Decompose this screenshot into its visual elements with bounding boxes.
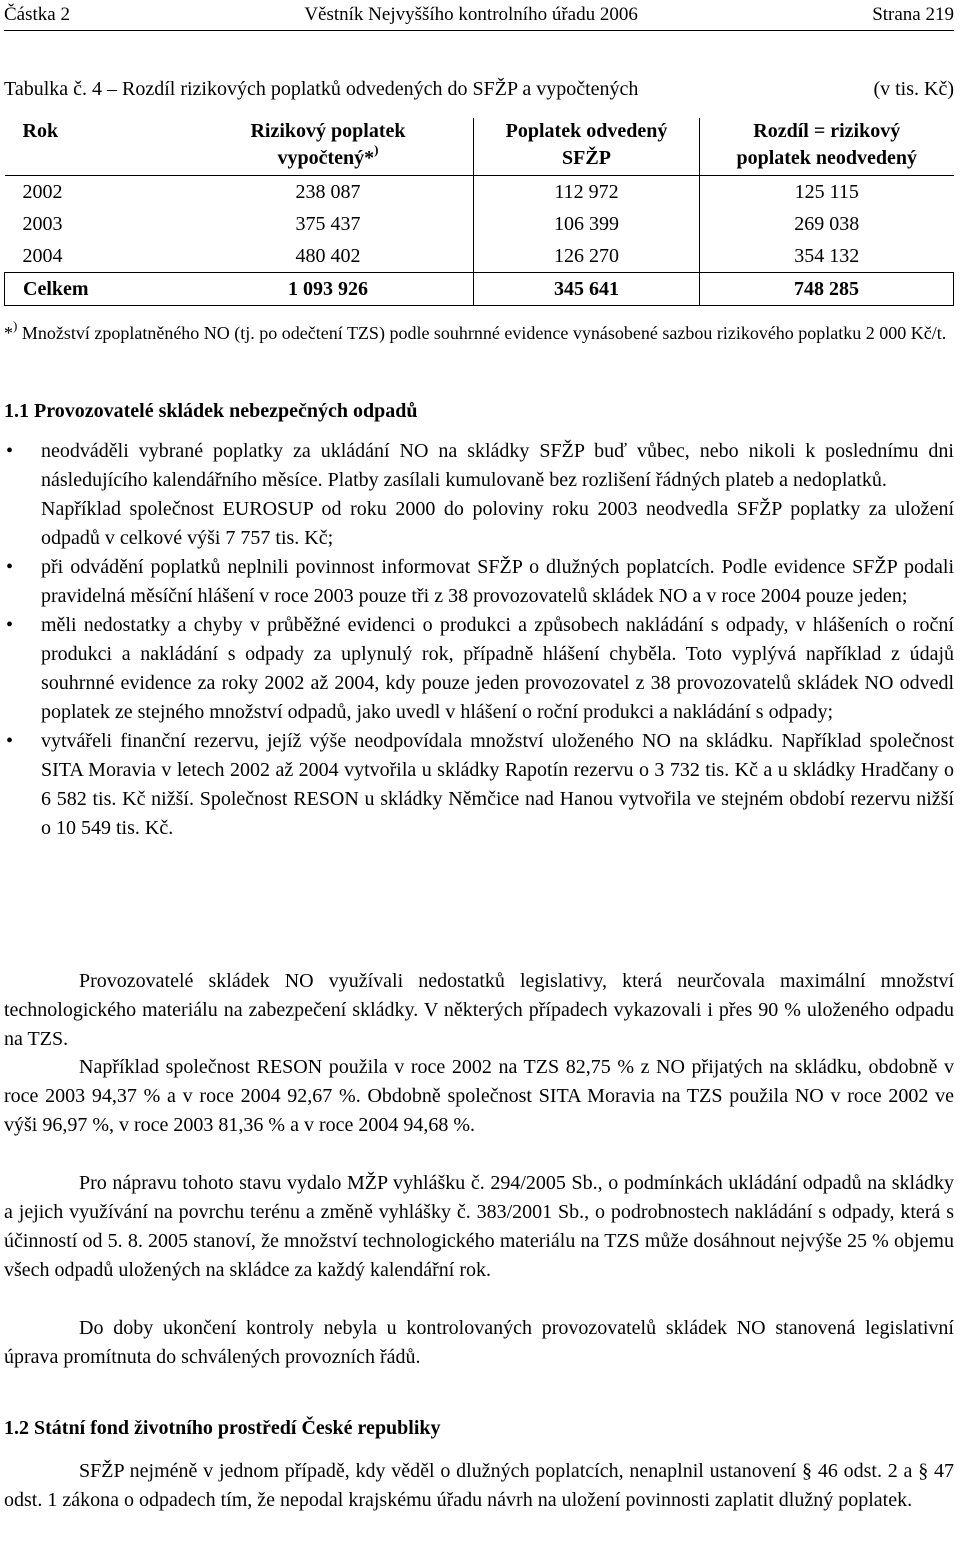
table-row (5, 240, 954, 273)
list-item: • měli nedostatky a chyby v průběžné evidenci o produkci a způsobech nakládání s odpady, v hlášeních o roční produkci a nakládání s odpady za uplynulý rok, případně hlášení chyběla. Toto vyplývá například z údajů souhrnné evidence za roky 2002 až 2004, kdy pouze jeden provozovatel z 38 provozovatelů skládek NO odvedl poplatek ze stejného množství odpadů, jako uvedl v hlášení o roční produkci a nakládání s odpady; (4, 611, 954, 727)
paragraph: Pro nápravu tohoto stavu vydalo MŽP vyhlášku č. 294/2005 Sb., o podmínkách ukládání odpadů na skládky a jejich využívání na povrchu terénu a změně vyhlášky č. 383/2001 Sb., o podrobnostech nakládání s odpady, která s účinností od 5. 8. 2005 stanoví, že množství technologického materiálu na TZS může dosáhnout nejvýše 25 % objemu všech odpadů uložených na skládce za každý kalendářní rok. (4, 1172, 954, 1281)
table-footnote (4, 320, 954, 346)
page-header (4, 4, 954, 26)
header-paid-fee: Poplatek odvedený SFŽP (474, 118, 700, 176)
list-item: • vytvářeli finanční rezervu, jejíž výše neodpovídala množství uloženého NO na skládku. Například společnost SITA Moravia v letech 2002 až 2004 vytvořila u skládky Rapotín rezervu o 3 732 tis. Kč a u skládky Hradčany o 6 582 tis. Kč nižší. Společnost RESON u skládky Němčice nad Hanou vytvořila ve stejném období rezervu nižší o 10 549 tis. Kč. (4, 727, 954, 843)
footnote-text: Množství zpoplatněného NO (tj. po odečtení TZS) podle souhrnné evidence vynásobené sazbou rizikového poplatku 2 000 Kč/t. (17, 323, 947, 343)
cell-year: 2002 (22, 181, 63, 203)
cell-calculated: 238 087 (183, 176, 474, 209)
table-caption (4, 77, 954, 101)
cell-difference: 354 132 (794, 245, 860, 267)
paragraph: SFŽP nejméně v jednom případě, kdy věděl o dlužných poplatcích, nenaplnil ustanovení § 46 odst. 2 a § 47 odst. 1 zákona o odpadech tím, že nepodal krajskému úřadu návrh na uložení povinnosti zaplatit dlužný poplatek. (4, 1460, 954, 1511)
list-item: • neodváděli vybrané poplatky za ukládání NO na skládky SFŽP buď vůbec, nebo nikoli k poslednímu dni následujícího kalendářního měsíce. Platby zasílali kumulovaně bez rozlišení řádných plateb a nedoplatků. (4, 437, 954, 495)
cell-paid: 106 399 (474, 208, 700, 240)
cell-paid: 112 972 (474, 176, 700, 209)
header-footnote-mark: ) (374, 142, 379, 158)
cell-calculated: 375 437 (183, 208, 474, 240)
header-calculated-fee: Rizikový poplatek vypočtený*) (183, 118, 474, 176)
findings-list (4, 437, 954, 843)
cell-calculated: 480 402 (183, 240, 474, 273)
cell-total-calculated: 1 093 926 (183, 273, 474, 306)
cell-total-difference: 748 285 (700, 273, 954, 306)
cell-total-paid: 345 641 (474, 273, 700, 306)
header-journal-title: Věstník Nejvyššího kontrolního úřadu 2006 (304, 4, 638, 25)
list-item: • při odvádění poplatků neplnili povinnost informovat SFŽP o dlužných poplatcích. Podle evidence SFŽP podali pravidelná měsíční hlášení v roce 2003 pouze tři z 38 provozovatelů skládek NO a v roce 2004 pouze jeden; (4, 553, 954, 611)
table-total-row (5, 273, 954, 306)
header-page-number: Strana 219 (872, 4, 954, 25)
paragraph: Do doby ukončení kontroly nebyla u kontrolovaných provozovatelů skládek NO stanovená legislativní úprava promítnuta do schválených provozních řádů. (4, 1317, 954, 1368)
table-row (5, 176, 954, 209)
paragraph: Například společnost RESON použila v roce 2002 na TZS 82,75 % z NO přijatých na skládku, obdobně v roce 2003 94,37 % a v roce 2004 92,67 %. Obdobně společnost SITA Moravia na TZS použila NO v roce 2002 ve výši 96,97 %, v roce 2003 81,36 % a v roce 2004 94,68 %. (4, 1056, 954, 1136)
header-issue: Částka 2 (4, 4, 70, 25)
table-header-row (5, 118, 954, 176)
footnote-mark: * (4, 323, 13, 343)
cell-year: 2004 (22, 245, 63, 267)
header-divider (4, 30, 954, 31)
cell-total-label: Celkem (5, 273, 184, 306)
cell-difference: 125 115 (794, 181, 859, 203)
section-heading-1-2: 1.2 Státní fond životního prostředí České republiky (4, 1417, 441, 1439)
paragraph: Provozovatelé skládek NO využívali nedostatků legislativy, která neurčovala maximální množství technologického materiálu na zabezpečení skládky. V některých případech vykazovali i přes 90 % uloženého odpadu na TZS. (4, 970, 954, 1050)
fees-table (4, 118, 954, 306)
section-heading-1-1: 1.1 Provozovatelé skládek nebezpečných odpadů (4, 400, 418, 422)
list-item-continuation: Například společnost EUROSUP od roku 2000 do poloviny roku 2003 neodvedla SFŽP poplatky za uložení odpadů v celkové výši 7 757 tis. Kč; (41, 498, 954, 549)
footnote-sup: ) (13, 318, 18, 333)
header-year: Rok (5, 118, 184, 176)
header-difference: Rozdíl = rizikový poplatek neodvedený (700, 118, 954, 176)
table-unit: (v tis. Kč) (873, 78, 954, 100)
cell-paid: 126 270 (474, 240, 700, 273)
cell-year: 2003 (22, 213, 63, 235)
table-row (5, 208, 954, 240)
table-title: Tabulka č. 4 – Rozdíl rizikových poplatků odvedených do SFŽP a vypočtených (4, 78, 639, 100)
cell-difference: 269 038 (794, 213, 860, 235)
